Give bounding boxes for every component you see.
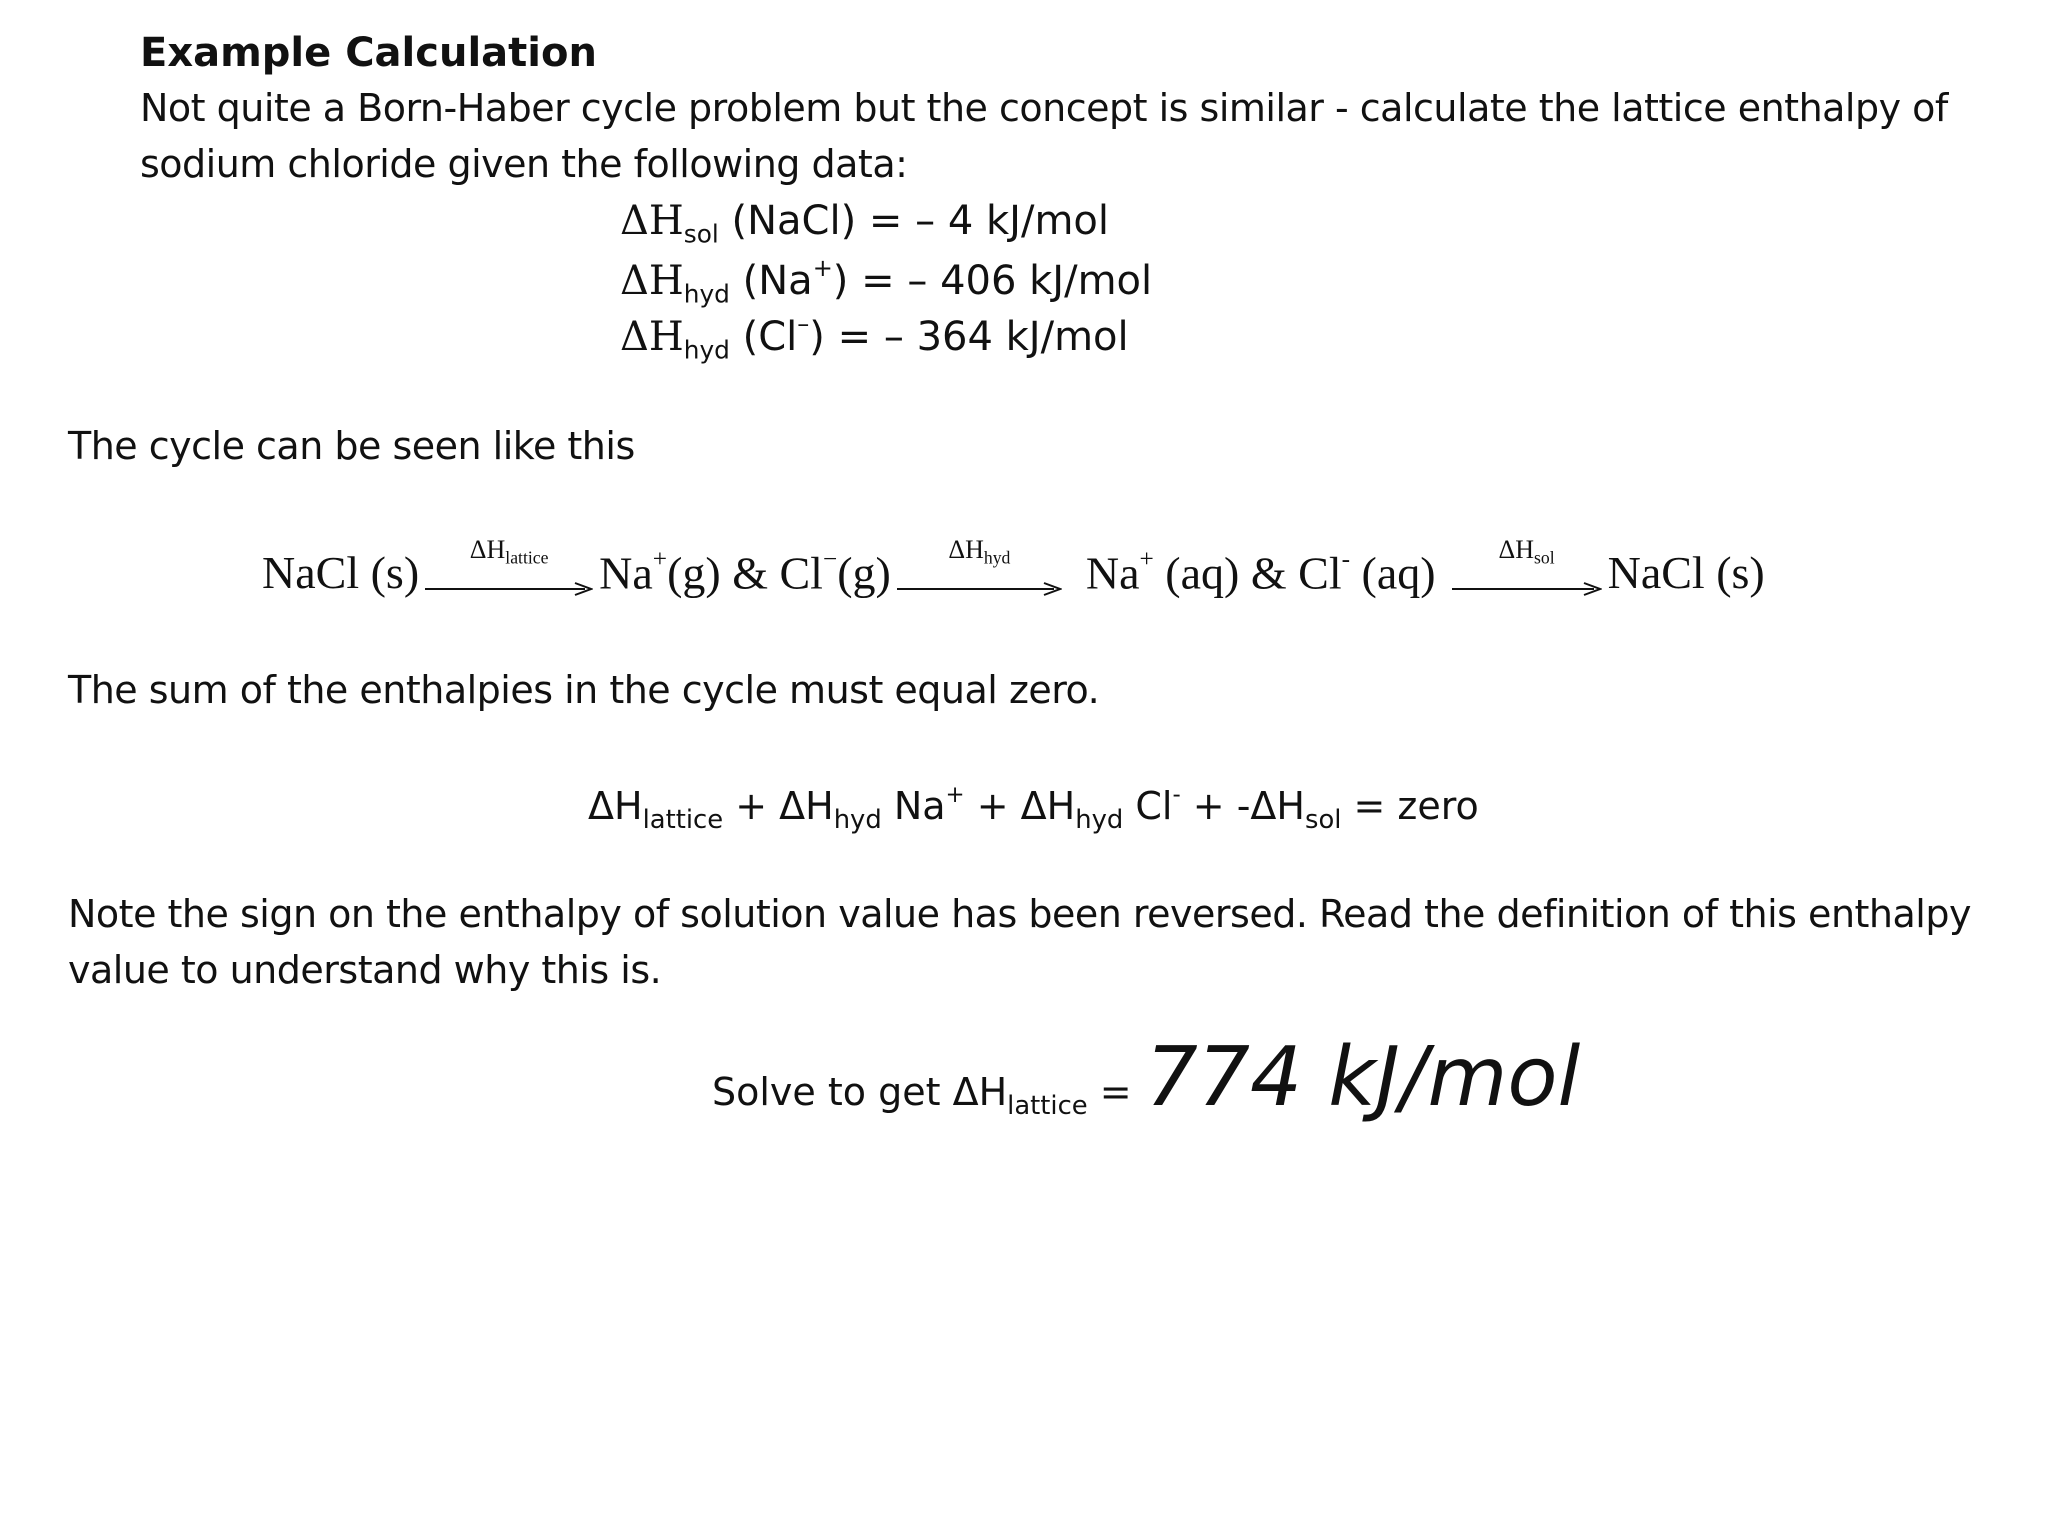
intro-line-2: sodium chloride given the following data: <box>140 142 908 186</box>
species: (Na <box>729 258 813 304</box>
term-hyd-cl: $\Delta H_{hyd}$ Cl- <box>1020 782 1181 836</box>
delta-h-symbol: ΔH <box>620 258 684 304</box>
answer-value: 774 kJ/mol <box>1145 1030 1581 1125</box>
value: – 406 kJ/mol <box>907 258 1153 304</box>
plus-sign: + <box>964 784 1021 829</box>
species: (NaCl) = <box>718 198 916 244</box>
arrow-lattice <box>425 535 593 610</box>
subscript: hyd <box>683 279 730 309</box>
species-nacl-solid-final: NaCl (s) <box>1607 547 1765 598</box>
arrow-solution <box>1452 535 1602 610</box>
term-hyd-na: $\Delta H_{hyd}$ Na+ <box>779 782 965 836</box>
arrow-right-icon <box>425 582 593 596</box>
plus-sign: + <box>723 784 780 829</box>
term-lattice: $\Delta H_{lattice}$ <box>588 784 724 836</box>
cycle-intro: The cycle can be seen like this <box>68 424 635 468</box>
arrow-label-lattice: $\Delta H_{lattice}$ <box>469 535 549 568</box>
species-end: ) = <box>809 314 884 360</box>
charge: + <box>812 254 833 282</box>
given-line-3 <box>620 310 1129 365</box>
intro-line-1: Not quite a Born-Haber cycle problem but the concept is similar - calculate the lattice enthalpy of <box>140 86 1948 130</box>
note-line-1: Note the sign on the enthalpy of solution value has been reversed. Read the definition of this enthalpy <box>68 892 1971 936</box>
species-gas-ions: Na+(g) & Cl−(g) <box>599 544 891 598</box>
species-end: ) = <box>832 258 908 304</box>
species: (Cl <box>729 314 798 360</box>
arrow-hydration <box>897 535 1062 610</box>
delta-h-symbol: ΔH <box>620 198 684 244</box>
heading: Example Calculation <box>140 30 597 76</box>
arrow-label-solution: $\Delta H_{sol}$ <box>1498 535 1555 568</box>
plus-minus-sign: + - <box>1180 784 1251 829</box>
solve-prefix: Solve to get $\Delta H_{lattice}$ = <box>712 1070 1132 1122</box>
term-sol: $\Delta H_{sol}$ <box>1250 784 1342 836</box>
given-line-1 <box>620 198 1109 249</box>
solve-line <box>712 1030 1580 1125</box>
value: – 364 kJ/mol <box>883 314 1129 360</box>
charge: – <box>797 310 810 338</box>
enthalpy-sum-equation <box>588 782 1479 835</box>
reaction-cycle <box>262 535 1765 610</box>
species-aqueous-ions: Na+ (aq) & Cl- (aq) <box>1085 544 1436 598</box>
delta-h-symbol: ΔH <box>620 314 684 360</box>
note-line-2: value to understand why this is. <box>68 948 662 992</box>
arrow-right-icon <box>897 582 1062 596</box>
subscript: hyd <box>683 335 730 365</box>
arrow-label-hydration: $\Delta H_{hyd}$ <box>948 535 1011 568</box>
subscript: sol <box>683 219 719 249</box>
species-nacl-solid: NaCl (s) <box>262 547 420 598</box>
given-line-2 <box>620 254 1152 309</box>
equals-zero: = zero <box>1341 784 1479 829</box>
sum-statement: The sum of the enthalpies in the cycle must equal zero. <box>68 668 1100 712</box>
value: – 4 kJ/mol <box>915 198 1109 244</box>
arrow-right-icon <box>1452 582 1602 596</box>
